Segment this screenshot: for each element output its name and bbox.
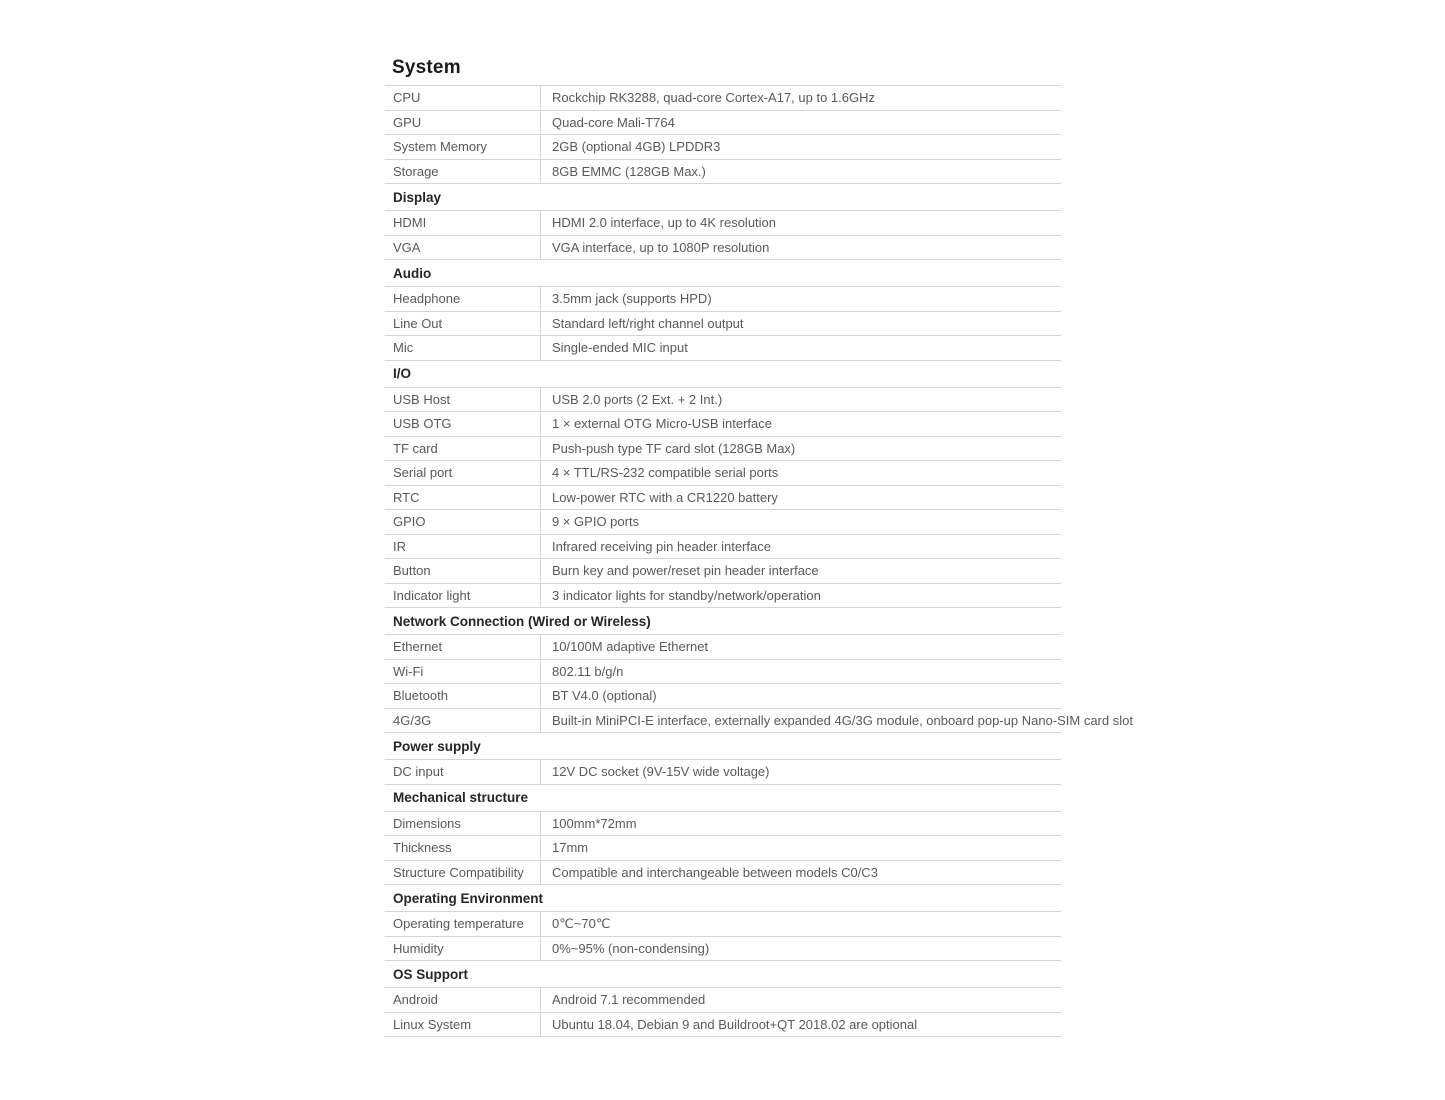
- spec-row: [385, 312, 1061, 337]
- spec-label: Dimensions: [385, 812, 541, 836]
- spec-label: Button: [385, 559, 541, 583]
- spec-row: [385, 660, 1061, 685]
- section-header-row: [385, 785, 1061, 812]
- spec-label: VGA: [385, 236, 541, 260]
- spec-label: Wi-Fi: [385, 660, 541, 684]
- spec-row: [385, 211, 1061, 236]
- spec-label: USB Host: [385, 388, 541, 412]
- section-header-row: [385, 885, 1061, 912]
- spec-row: [385, 988, 1061, 1013]
- spec-label: Bluetooth: [385, 684, 541, 708]
- spec-value: 2GB (optional 4GB) LPDDR3: [552, 139, 721, 155]
- spec-label: Storage: [385, 160, 541, 184]
- spec-label: Headphone: [385, 287, 541, 311]
- spec-label: GPU: [385, 111, 541, 135]
- spec-value: 1 × external OTG Micro-USB interface: [552, 416, 772, 432]
- spec-value: 3.5mm jack (supports HPD): [552, 291, 712, 307]
- spec-value: Compatible and interchangeable between models C0/C3: [552, 864, 878, 880]
- spec-label: Line Out: [385, 312, 541, 336]
- page-title: System: [392, 57, 461, 78]
- spec-value: Burn key and power/reset pin header interface: [552, 563, 819, 579]
- section-header-row: [385, 961, 1061, 988]
- spec-row: [385, 760, 1061, 785]
- spec-value: Rockchip RK3288, quad-core Cortex-A17, up to 1.6GHz: [552, 90, 876, 106]
- spec-value: BT V4.0 (optional): [552, 688, 657, 704]
- spec-value: 9 × GPIO ports: [552, 514, 640, 530]
- spec-value: 8GB EMMC (128GB Max.): [552, 163, 706, 179]
- section-header-row: [385, 260, 1061, 287]
- spec-row: [385, 86, 1061, 111]
- spec-label: Serial port: [385, 461, 541, 485]
- spec-value: Single-ended MIC input: [552, 340, 688, 356]
- spec-row: [385, 486, 1061, 511]
- spec-row: [385, 510, 1061, 535]
- section-header-label: I/O: [393, 366, 412, 381]
- spec-row: [385, 135, 1061, 160]
- spec-row: [385, 684, 1061, 709]
- spec-sheet: [385, 57, 1133, 1037]
- section-header-label: Display: [393, 189, 442, 205]
- spec-value: Android 7.1 recommended: [552, 992, 706, 1008]
- spec-label: Mic: [385, 336, 541, 360]
- section-header-label: Audio: [393, 265, 432, 281]
- section-header-label: Mechanical structure: [393, 790, 529, 805]
- spec-value: 17mm: [552, 840, 589, 856]
- spec-row: [385, 635, 1061, 660]
- section-header-label: OS Support: [393, 966, 468, 982]
- section-header-label: Power supply: [393, 738, 481, 754]
- spec-label: USB OTG: [385, 412, 541, 436]
- spec-row: [385, 836, 1061, 861]
- spec-value: VGA interface, up to 1080P resolution: [552, 239, 770, 255]
- spec-row: [385, 437, 1061, 462]
- spec-row: [385, 937, 1061, 962]
- spec-row: [385, 861, 1061, 886]
- section-header-label: Operating Environment: [393, 890, 544, 906]
- section-header-label: Network Connection (Wired or Wireless): [393, 613, 651, 629]
- spec-row: [385, 709, 1133, 734]
- spec-label: Humidity: [385, 937, 541, 961]
- spec-value: HDMI 2.0 interface, up to 4K resolution: [552, 215, 777, 231]
- spec-row: [385, 535, 1061, 560]
- spec-label: RTC: [385, 486, 541, 510]
- spec-row: [385, 584, 1061, 609]
- spec-label: Thickness: [385, 836, 541, 860]
- section-header-row: [385, 608, 1061, 635]
- spec-label: GPIO: [385, 510, 541, 534]
- spec-value: 802.11 b/g/n: [552, 663, 624, 679]
- spec-row: [385, 412, 1061, 437]
- spec-label: System Memory: [385, 135, 541, 159]
- spec-label: Structure Compatibility: [385, 861, 541, 885]
- spec-row: [385, 111, 1061, 136]
- spec-row: [385, 236, 1061, 261]
- spec-table: [385, 85, 1133, 1037]
- spec-label: Operating temperature: [385, 912, 541, 936]
- spec-value: 0℃~70℃: [552, 915, 611, 931]
- spec-row: [385, 461, 1061, 486]
- section-header-row: [385, 184, 1061, 211]
- spec-label: Android: [385, 988, 541, 1012]
- spec-label: Linux System: [385, 1013, 541, 1037]
- spec-row: [385, 559, 1061, 584]
- spec-value: Push-push type TF card slot (128GB Max): [552, 440, 796, 456]
- section-header-row: [385, 733, 1061, 760]
- spec-value: Built-in MiniPCI-E interface, externally expanded 4G/3G module, onboard pop-up Nano-SIM card slot: [552, 712, 1133, 728]
- spec-row: [385, 160, 1061, 185]
- spec-label: TF card: [385, 437, 541, 461]
- spec-label: CPU: [385, 86, 541, 110]
- spec-row: [385, 812, 1061, 837]
- spec-label: IR: [385, 535, 541, 559]
- spec-value: 100mm*72mm: [552, 815, 637, 831]
- spec-row: [385, 912, 1061, 937]
- spec-value: Low-power RTC with a CR1220 battery: [552, 489, 778, 505]
- spec-label: 4G/3G: [385, 709, 541, 733]
- section-header-row: [385, 361, 1061, 388]
- spec-label: Ethernet: [385, 635, 541, 659]
- spec-value: 3 indicator lights for standby/network/operation: [552, 587, 821, 603]
- spec-value: Quad-core Mali-T764: [552, 114, 675, 130]
- spec-value: Standard left/right channel output: [552, 315, 744, 331]
- spec-value: USB 2.0 ports (2 Ext. + 2 Int.): [552, 391, 723, 407]
- spec-value: 10/100M adaptive Ethernet: [552, 639, 709, 655]
- spec-label: DC input: [385, 760, 541, 784]
- spec-value: Ubuntu 18.04, Debian 9 and Buildroot+QT 2018.02 are optional: [552, 1016, 918, 1032]
- spec-value: 0%~95% (non-condensing): [552, 940, 710, 956]
- spec-row: [385, 287, 1061, 312]
- spec-label: HDMI: [385, 211, 541, 235]
- spec-row: [385, 1013, 1061, 1038]
- spec-value: 12V DC socket (9V-15V wide voltage): [552, 764, 770, 780]
- spec-value: Infrared receiving pin header interface: [552, 538, 771, 554]
- spec-row: [385, 336, 1061, 361]
- spec-row: [385, 388, 1061, 413]
- spec-value: 4 × TTL/RS-232 compatible serial ports: [552, 465, 779, 481]
- spec-label: Indicator light: [385, 584, 541, 608]
